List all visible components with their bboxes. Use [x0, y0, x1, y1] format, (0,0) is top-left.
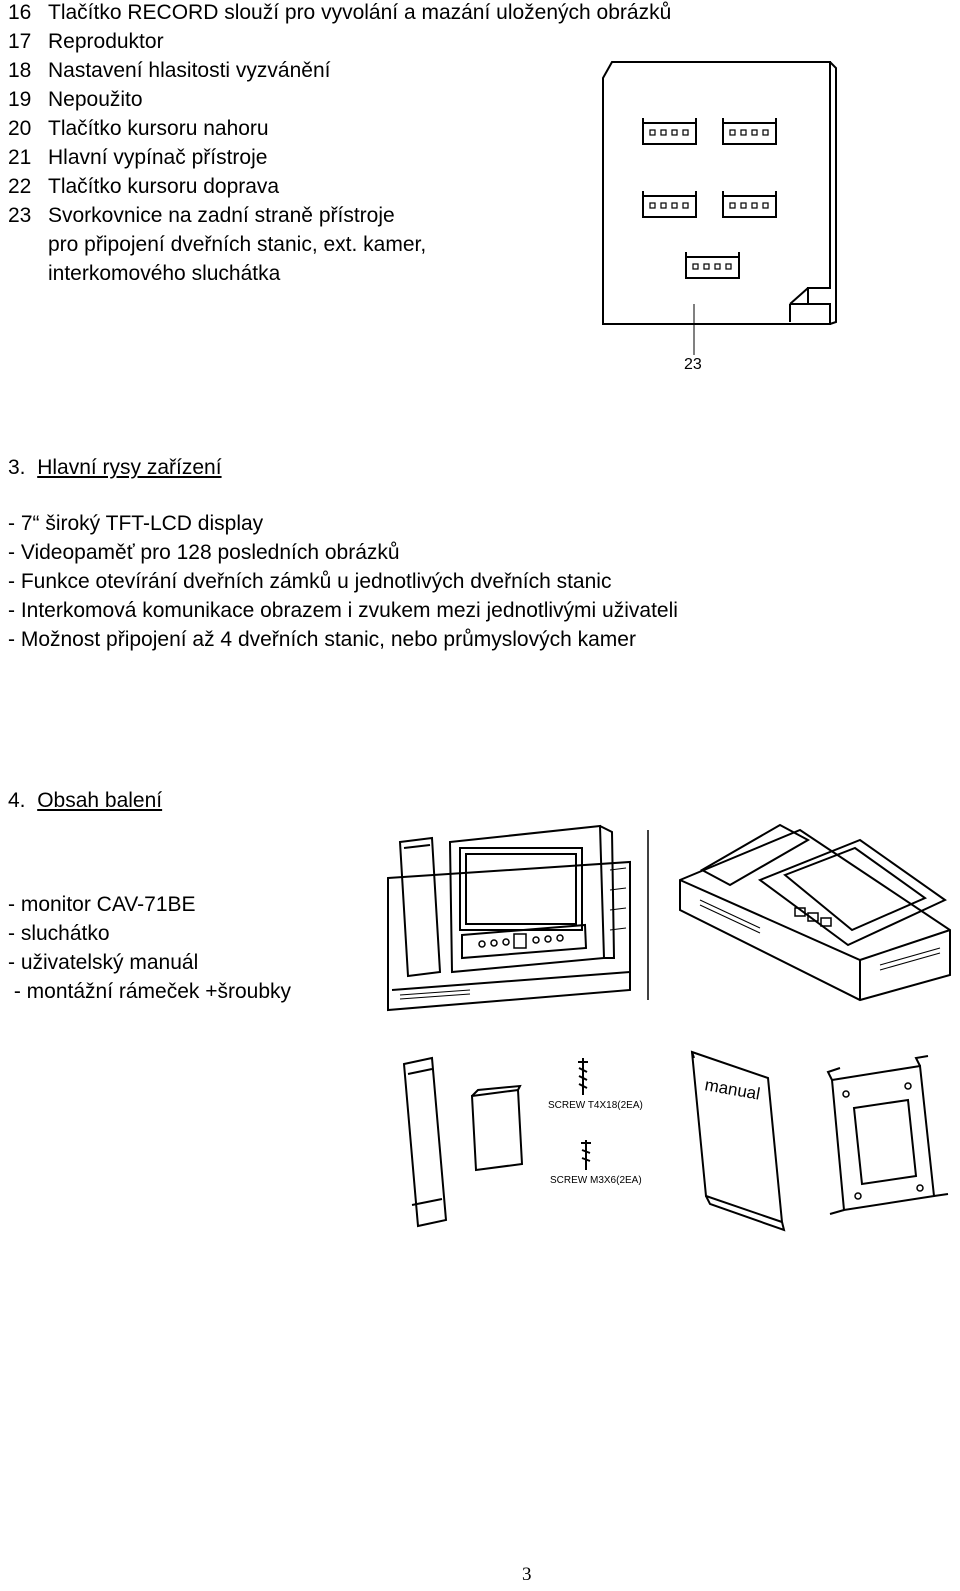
screw-label: SCREW T4X18(2EA) [548, 1100, 643, 1111]
list-item: - 7“ široký TFT-LCD display [8, 512, 264, 535]
handset-icon [404, 1058, 446, 1226]
list-item: 16 Tlačítko RECORD slouží pro vyvolání a mazání uložených obrázků [8, 1, 672, 24]
list-item: 23 Svorkovnice na zadní straně přístroje [8, 204, 395, 227]
page-number: 3 [522, 1564, 532, 1585]
list-item: 18 Nastavení hlasitosti vyzvánění [8, 59, 331, 82]
list-item: - Možnost připojení až 4 dveřních stanic, nebo průmyslových kamer [8, 628, 636, 651]
list-item: - Interkomová komunikace obrazem i zvukem mezi jednotlivými uživateli [8, 599, 678, 622]
mounting-bracket-icon [828, 1056, 948, 1214]
section-heading: 4. Obsah balení [8, 789, 163, 812]
list-item: 20 Tlačítko kursoru nahoru [8, 117, 269, 140]
list-item: - Videopaměť pro 128 posledních obrázků [8, 541, 400, 564]
list-item: - Funkce otevírání dveřních zámků u jednotlivých dveřních stanic [8, 570, 612, 593]
list-item: 19 Nepoužito [8, 88, 143, 111]
list-item: - montážní rámeček +šroubky [8, 980, 292, 1003]
list-item-continuation: interkomového sluchátka [48, 262, 281, 285]
screw-label: SCREW M3X6(2EA) [550, 1175, 642, 1186]
list-item: 22 Tlačítko kursoru doprava [8, 175, 280, 198]
list-item: - sluchátko [8, 922, 110, 945]
battery-icon [472, 1086, 522, 1170]
list-item: - uživatelský manuál [8, 951, 199, 974]
list-item: 17 Reproduktor [8, 30, 164, 53]
list-item: - monitor CAV-71BE [8, 893, 196, 916]
callout-label: 23 [684, 356, 702, 373]
list-item: 21 Hlavní vypínač přístroje [8, 146, 268, 169]
manual-label: manual [703, 1075, 762, 1104]
section-heading: 3. Hlavní rysy zařízení [8, 456, 222, 479]
screw-icon [578, 1058, 591, 1170]
list-item-continuation: pro připojení dveřních stanic, ext. kamer, [48, 233, 427, 256]
